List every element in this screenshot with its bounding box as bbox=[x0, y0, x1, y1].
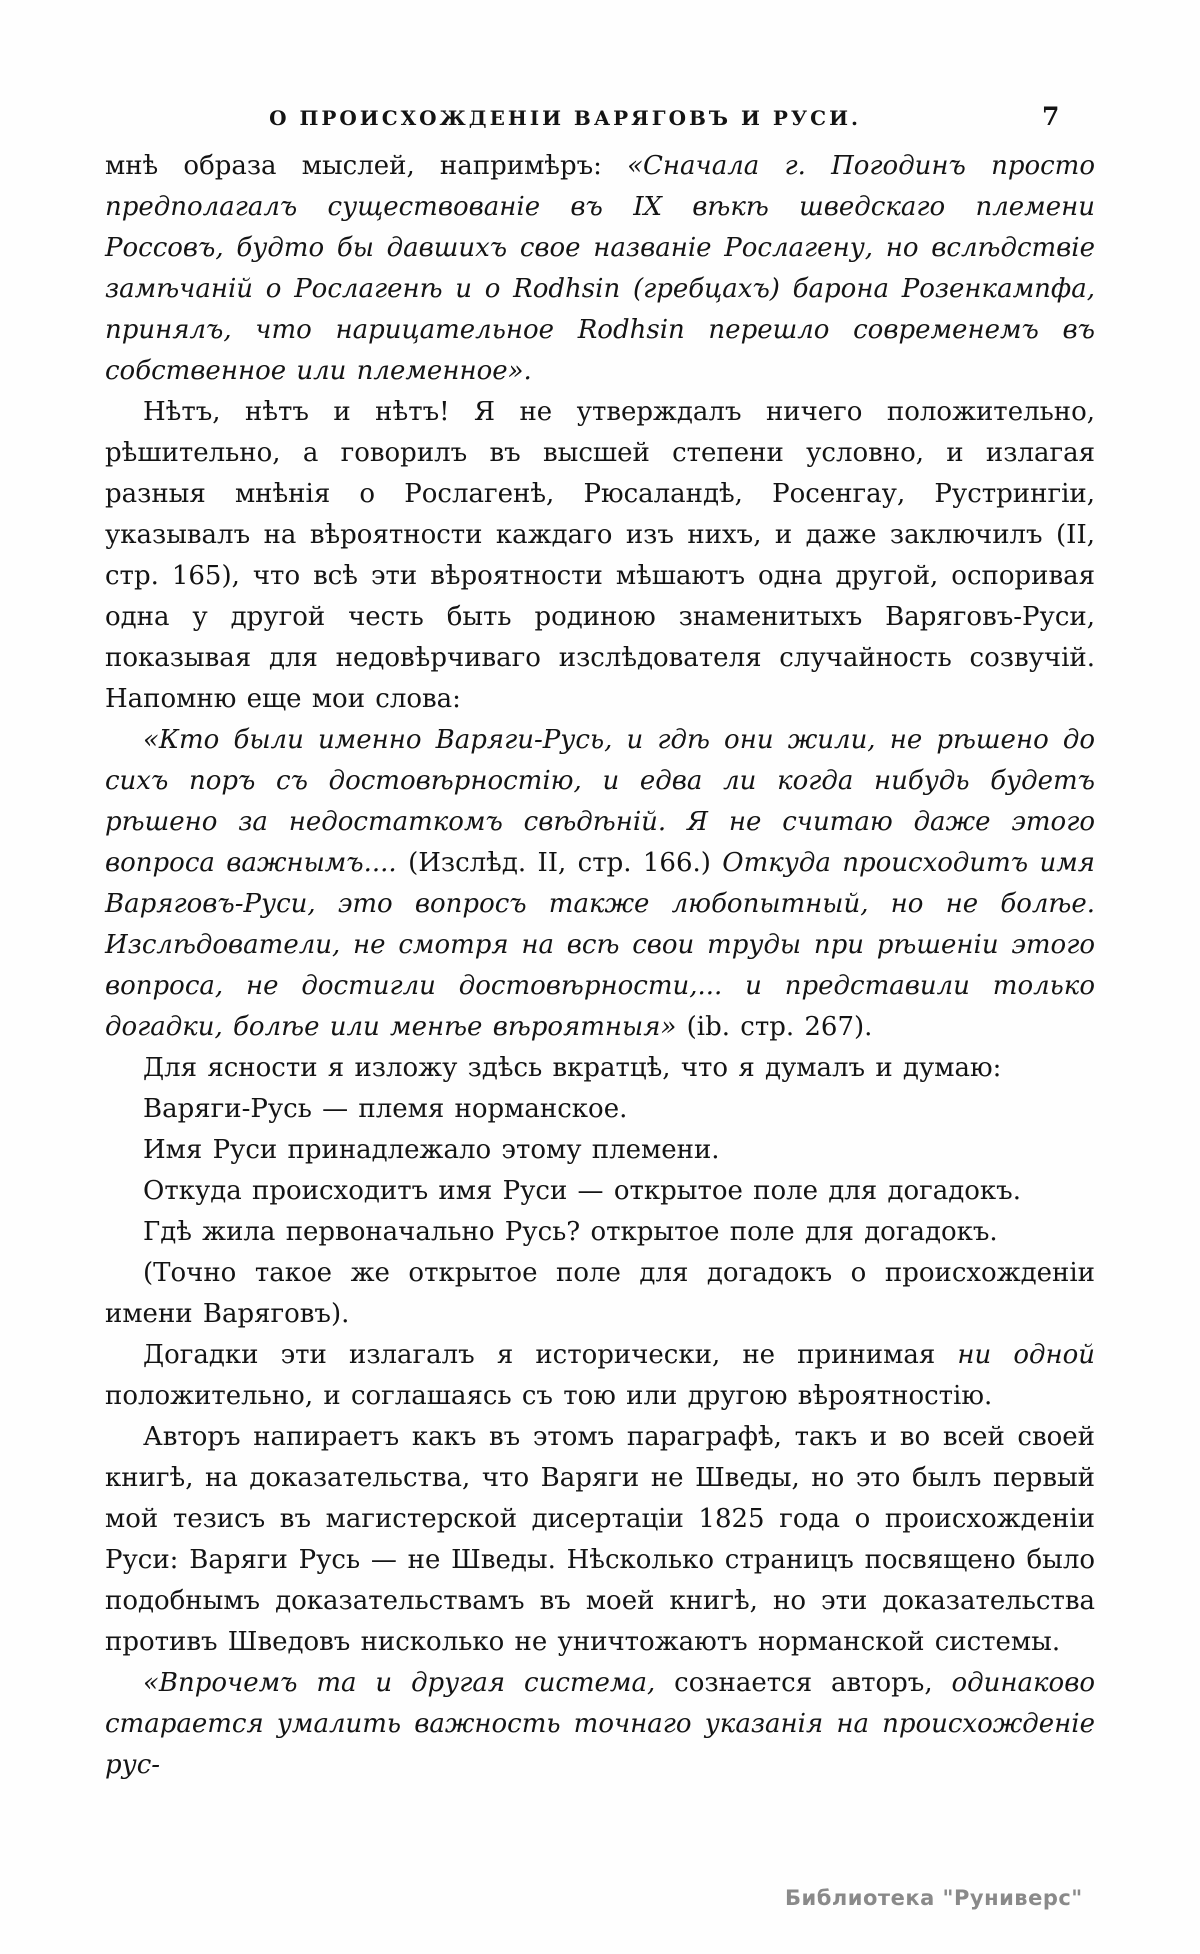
paragraph bbox=[105, 1171, 1095, 1212]
text-segment: Для ясности я изложу здѣсь вкратцѣ, что я думалъ и думаю: bbox=[143, 1053, 1002, 1083]
library-watermark: Библиотека "Руниверс" bbox=[785, 1886, 1083, 1910]
text-segment: (Точно такое же открытое поле для догадокъ о происхожденіи имени Варяговъ). bbox=[105, 1258, 1095, 1329]
text-segment: Нѣтъ, нѣтъ и нѣтъ! Я не утверждалъ ничего положительно, рѣшительно, а говорилъ въ высшей степени условно, и излагая разныя мнѣнія о Рослагенѣ, Рюсаландѣ, Росенгау, Рустрингіи, указывалъ на вѣроятности каждаго изъ нихъ, и даже заключилъ (II, стр. 165), что всѣ эти вѣроятности мѣшаютъ одна другой, оспоривая одна у другой честь быть родиною знаменитыхъ Варяговъ-Руси, показывая для недовѣрчиваго изслѣдователя случайность созвучій. Напомню еще мои слова: bbox=[105, 397, 1095, 714]
text-segment: Догадки эти излагалъ я исторически, не принимая bbox=[143, 1340, 958, 1370]
page-number: 7 bbox=[1042, 102, 1060, 131]
quote-segment: одинаково старается умалить важность точнаго указанія на происхожденіе рус- bbox=[105, 1668, 1095, 1780]
paragraph bbox=[105, 392, 1095, 720]
quote-segment: «Сначала г. Погодинъ просто предполагалъ существованіе въ IX вѣкѣ шведскаго племени Россовъ, будто бы давшихъ свое названіе Рослагену, но вслѣдствіе замѣчаній о Рослагенѣ и о Rodhsin (гребцахъ) барона Розенкампфа, принялъ, что нарицательное Rodhsin перешло современемъ въ собственное или племенное». bbox=[105, 151, 1095, 386]
paragraph bbox=[105, 1089, 1095, 1130]
paragraph bbox=[105, 146, 1095, 392]
paragraph bbox=[105, 1212, 1095, 1253]
citation-segment: (ib. стр. 267). bbox=[676, 1012, 873, 1042]
quote-segment: Откуда происходитъ имя Варяговъ-Руси, это вопросъ также любопытный, но не болѣе. Изслѣдователи, не смотря на всѣ свои труды при рѣшеніи этого вопроса, не достигли достовѣрности,... и представили только догадки, болѣе или менѣе вѣроятныя» bbox=[105, 848, 1095, 1042]
text-segment: мнѣ образа мыслей, напримѣръ: bbox=[105, 151, 628, 181]
text-segment: Варяги-Русь — племя норманское. bbox=[143, 1094, 628, 1124]
text-segment: Авторъ напираетъ какъ въ этомъ параграфѣ, такъ и во всей своей книгѣ, на доказательства, что Варяги не Шведы, но это былъ первый мой тезисъ въ магистерской дисертаціи 1825 года о происхожденіи Руси: Варяги Русь — не Шведы. Нѣсколько страницъ посвящено было подобнымъ доказательствамъ въ моей книгѣ, но эти доказательства противъ Шведовъ нисколько не уничтожаютъ норманской системы. bbox=[105, 1422, 1095, 1657]
text-segment: Гдѣ жила первоначально Русь? открытое поле для догадокъ. bbox=[143, 1217, 998, 1247]
emphasis-segment: ни одной bbox=[957, 1340, 1095, 1370]
running-title: О ПРОИСХОЖДЕНІИ ВАРЯГОВЪ И РУСИ. bbox=[269, 106, 861, 130]
quote-segment: «Кто были именно Варяги-Русь, и гдѣ они жили, не рѣшено до сихъ поръ съ достовѣрностію, и едва ли когда нибудь будетъ рѣшено за недостаткомъ свѣдѣній. Я не считаю даже этого вопроса важнымъ.... bbox=[105, 725, 1095, 878]
text-segment: Имя Руси принадлежало этому племени. bbox=[143, 1135, 720, 1165]
paragraph bbox=[105, 720, 1095, 1048]
page-text bbox=[105, 146, 1095, 1786]
paragraph bbox=[105, 1130, 1095, 1171]
paragraph bbox=[105, 1253, 1095, 1335]
text-segment: сознается авторъ, bbox=[674, 1668, 952, 1698]
quote-segment: «Впрочемъ та и другая система, bbox=[143, 1668, 675, 1698]
paragraph bbox=[105, 1335, 1095, 1417]
paragraph bbox=[105, 1663, 1095, 1786]
paragraph bbox=[105, 1417, 1095, 1663]
paragraph bbox=[105, 1048, 1095, 1089]
text-segment: положительно, и соглашаясь съ тою или другою вѣроятностію. bbox=[105, 1381, 993, 1411]
text-segment: Откуда происходитъ имя Руси — открытое поле для догадокъ. bbox=[143, 1176, 1021, 1206]
citation-segment: (Изслѣд. II, стр. 166.) bbox=[408, 848, 723, 878]
